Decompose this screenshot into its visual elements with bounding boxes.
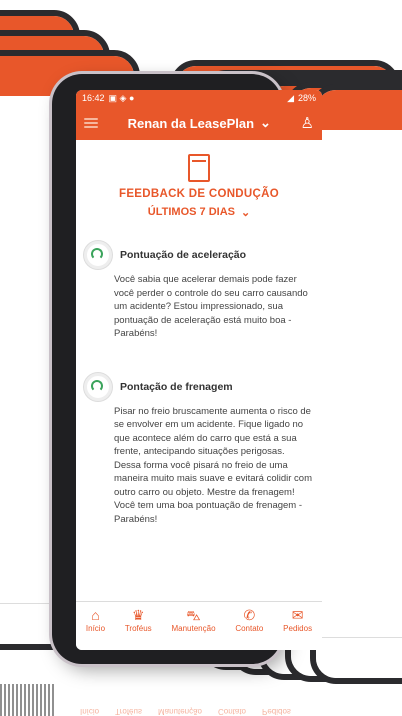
chevron-down-icon: ⌄ [260, 115, 271, 130]
battery-level: 28% [297, 93, 316, 103]
nav-label: Pedidos [283, 624, 313, 633]
nav-item-inicio[interactable] [86, 608, 105, 633]
home-icon: ⌂ [91, 607, 100, 623]
bottom-nav [76, 601, 322, 650]
app-bar [76, 106, 322, 140]
card-title: Pontação de frenagem [120, 380, 233, 393]
feedback-title: FEEDBACK DE CONDUÇÃO [119, 188, 279, 200]
nav-item-contato[interactable] [235, 608, 263, 633]
card-text: Pisar no freio bruscamente aumenta o risco de se envolver em um acidente. Fique ligado no que acontece além do carro que está a sua frente, antecipando situações perigosas. Dessa forma você pisará no freio de uma maneira muito mais suave e evitará colidir com outro carro ou objeto. Mestre da frenagem! Você tem uma boa pontuação de frenagem - Parabéns! [114, 405, 312, 525]
document-icon [188, 154, 210, 182]
account-name: Renan da LeasePlan [127, 115, 255, 131]
gauge-icon [84, 373, 112, 401]
nav-label: Contato [235, 624, 264, 633]
driver-icon[interactable]: ♙ [300, 115, 314, 132]
nav-label: Troféus [115, 707, 142, 716]
card-title: Pontuação de aceleração [120, 249, 247, 261]
signal-icon: ◢ [287, 92, 294, 103]
app-screen [76, 90, 322, 650]
nav-item-trofeus[interactable] [125, 608, 152, 633]
trophy-icon: ♛ [131, 607, 145, 623]
nav-item-pedidos[interactable] [283, 608, 312, 633]
nav-label: Manutenção [171, 624, 216, 633]
phone-icon: ✆ [243, 607, 256, 623]
nav-label: Troféus [124, 624, 152, 633]
feedback-header [84, 154, 314, 219]
nav-label: Contato [217, 707, 247, 716]
account-selector[interactable] [128, 115, 271, 131]
menu-icon[interactable] [84, 118, 98, 128]
braking-card [84, 373, 314, 527]
nav-label: Início [80, 707, 100, 716]
feedback-content [76, 154, 322, 526]
mail-icon: ✉ [291, 607, 304, 623]
phone-frame [52, 74, 316, 664]
period-selector[interactable] [84, 206, 314, 219]
nav-label: Início [85, 624, 106, 633]
nav-label: Pedidos [262, 707, 291, 716]
car-icon: ⛍ [186, 607, 201, 623]
nav-item-manutencao[interactable] [171, 608, 215, 633]
nav-label: Manutenção [157, 707, 202, 716]
clock: 16:42 [82, 93, 105, 103]
period-label: ÚLTIMOS 7 DIAS [147, 206, 235, 218]
notification-icons: ▣ ◈ ● [108, 92, 135, 103]
status-bar [76, 90, 322, 106]
noise-artifact [0, 684, 54, 716]
gauge-icon [84, 241, 112, 269]
chevron-down-icon: ⌄ [240, 207, 251, 219]
reflection [60, 668, 402, 716]
card-text: Você sabia que acelerar demais pode fazer você perder o controle do seu carro causando um acidente? Estou impressionado, sua pontuação de aceleração está muito boa - Parabéns! [114, 274, 308, 339]
ghost-phone [310, 84, 402, 684]
acceleration-card [84, 241, 314, 341]
